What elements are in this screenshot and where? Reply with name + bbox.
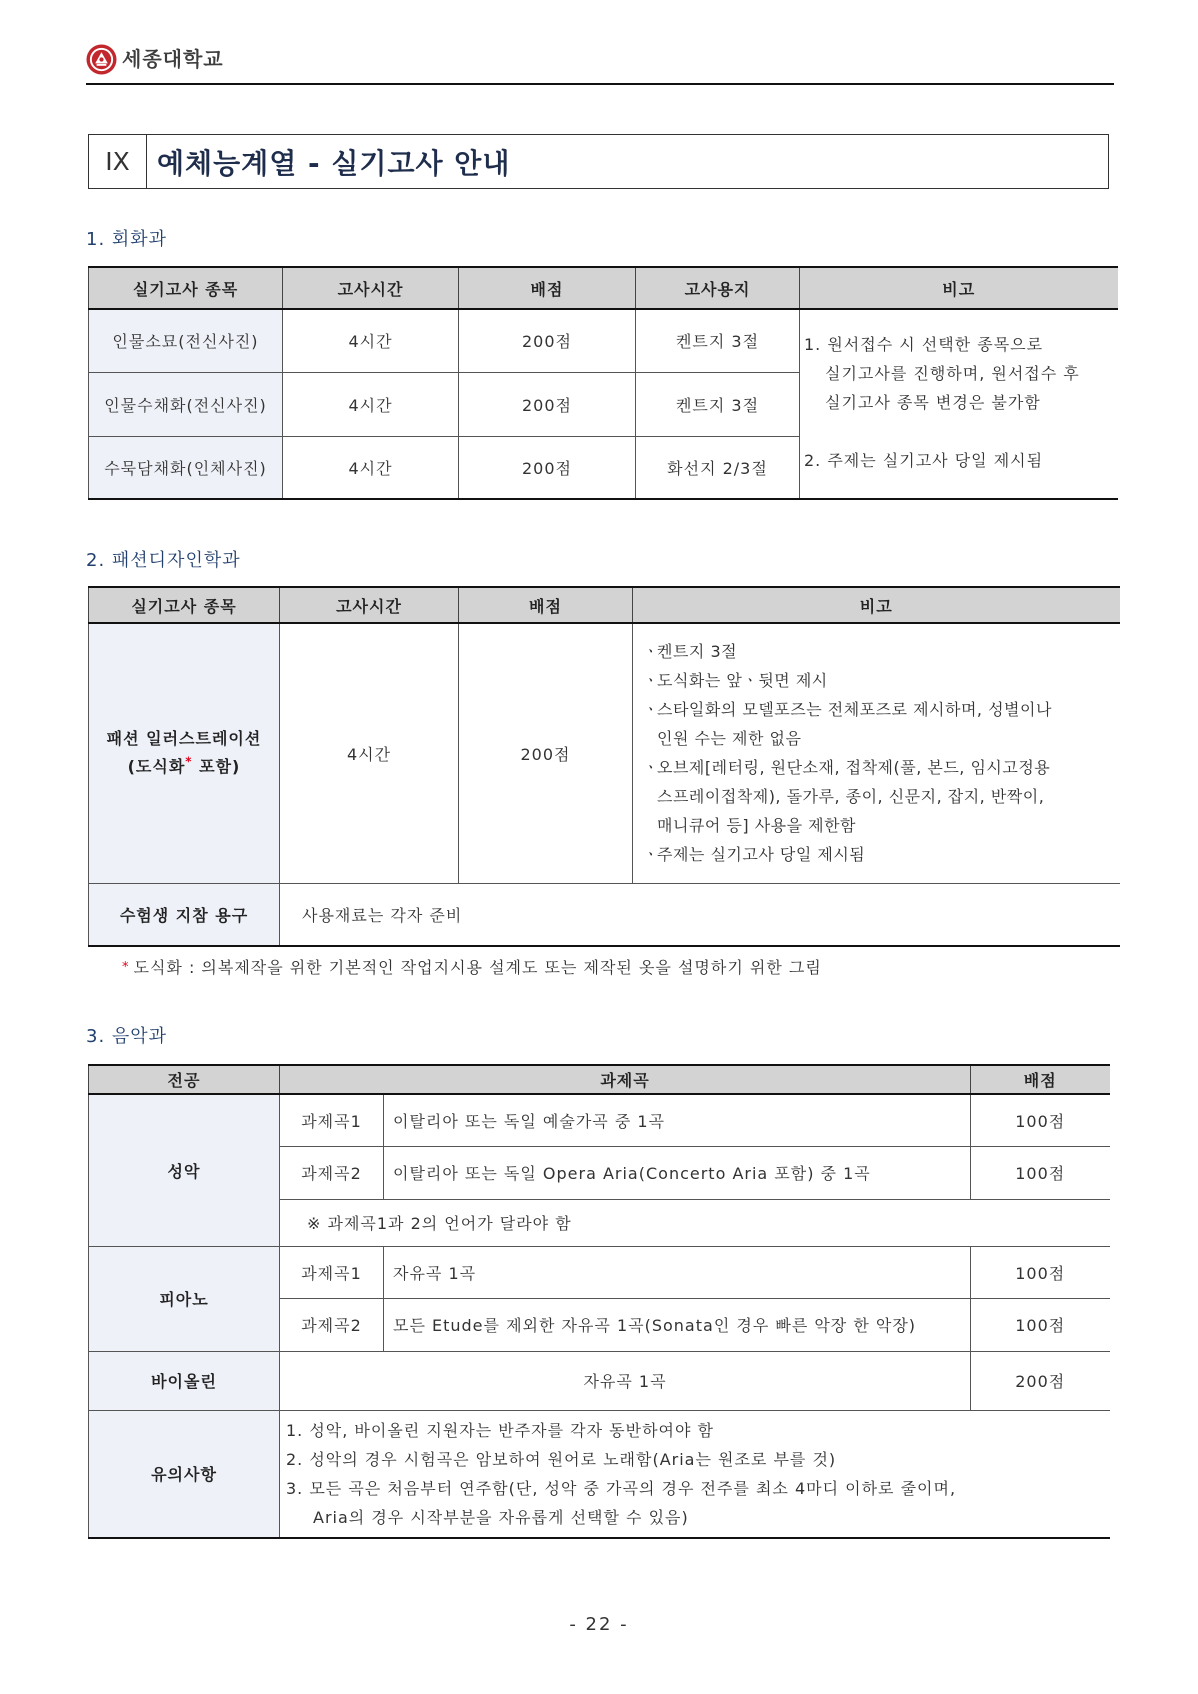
exam-score: 200점 <box>459 436 636 499</box>
bullet-mark: ㆍ <box>643 845 659 865</box>
supplies-label: 수험생 지참 용구 <box>89 883 280 946</box>
table-row <box>89 1246 1110 1298</box>
column-header: 전공 <box>89 1065 280 1094</box>
bullet-mark: ㆍ <box>643 642 659 662</box>
exam-item-line <box>89 753 279 781</box>
exam-paper: 켄트지 3절 <box>636 309 800 372</box>
remark-bullet <box>643 840 1120 869</box>
major-label: 유의사항 <box>89 1410 280 1538</box>
remark-bullet <box>643 637 1120 666</box>
section-number: IX <box>89 135 147 188</box>
table-row <box>89 1351 1110 1410</box>
remark-line: 실기고사 종목 변경은 불가함 <box>825 393 1041 412</box>
remark-line: 도식화는 앞ㆍ뒷면 제시 <box>657 671 828 691</box>
painting-heading: 1. 회화과 <box>86 229 168 250</box>
remarks-cell <box>633 623 1120 883</box>
exam-paper: 화선지 2/3절 <box>636 436 800 499</box>
exam-item: 수묵담채화(인체사진) <box>89 436 283 499</box>
remark-line: 실기고사를 진행하며, 원서접수 후 <box>825 364 1080 383</box>
column-header: 고사용지 <box>636 267 800 309</box>
bullet-mark: ㆍ <box>643 758 659 778</box>
remark-line: 인원 수는 제한 없음 <box>657 729 802 749</box>
exam-item: 인물수채화(전신사진) <box>89 372 283 436</box>
piece-desc: 자유곡 1곡 <box>280 1351 971 1410</box>
notice-line: 2. 성악의 경우 시험곡은 암보하여 원어로 노래함(Aria는 원조로 부를 것) <box>286 1449 837 1469</box>
column-header: 과제곡 <box>280 1065 971 1094</box>
column-header: 고사시간 <box>280 587 459 623</box>
notice-line: 3. 모든 곡은 처음부터 연주함(단, 성악 중 가곡의 경우 전주를 최소 4마디 이하로 줄이며, <box>286 1478 957 1498</box>
exam-item-text: (도식화 <box>127 757 186 777</box>
exam-item-text: 포함) <box>192 757 241 777</box>
remark-bullet <box>643 753 1120 840</box>
remark-line: 스타일화의 모델포즈는 전체포즈로 제시하며, 성별이나 <box>657 700 1052 720</box>
remark-line: 2. 주제는 실기고사 당일 제시됨 <box>804 451 1044 470</box>
piece-name: 과제곡1 <box>280 1094 384 1146</box>
footnote <box>122 957 822 979</box>
bullet-mark: ㆍ <box>643 671 659 691</box>
university-seal-logo <box>86 44 117 75</box>
piece-desc: 이탈리아 또는 독일 Opera Aria(Concerto Aria 포함) 중 1곡 <box>384 1146 971 1199</box>
music-heading: 3. 음악과 <box>86 1026 168 1047</box>
exam-score: 200점 <box>459 372 636 436</box>
exam-item: 인물소묘(전신사진) <box>89 309 283 372</box>
notices-cell <box>280 1410 1110 1538</box>
vocal-note: ※ 과제곡1과 2의 언어가 달라야 함 <box>280 1199 1110 1246</box>
table-header-row <box>89 267 1118 309</box>
fashion-heading: 2. 패션디자인학과 <box>86 550 241 571</box>
remark-line: 주제는 실기고사 당일 제시됨 <box>657 845 866 865</box>
remark-bullet <box>643 695 1120 753</box>
exam-item-line: 패션 일러스트레이션 <box>106 729 262 749</box>
table-row <box>89 623 1120 883</box>
notice-line: 1. 성악, 바이올린 지원자는 반주자를 각자 동반하여야 함 <box>286 1420 714 1440</box>
notice-line: Aria의 경우 시작부분을 자유롭게 선택할 수 있음) <box>313 1507 689 1527</box>
column-header: 실기고사 종목 <box>89 587 280 623</box>
piece-score: 100점 <box>971 1298 1110 1351</box>
table-row <box>89 1094 1110 1146</box>
major-label: 피아노 <box>89 1246 280 1351</box>
table-header-row <box>89 1065 1110 1094</box>
column-header: 배점 <box>459 587 633 623</box>
piece-desc: 자유곡 1곡 <box>384 1246 971 1298</box>
bullet-mark: ㆍ <box>643 700 659 720</box>
section-title: 예체능계열 - 실기고사 안내 <box>157 146 511 180</box>
footnote-asterisk: * <box>122 960 130 975</box>
footnote-text: 도식화 : 의복제작을 위한 기본적인 작업지시용 설계도 또는 제작된 옷을 설명하기 위한 그림 <box>133 958 822 977</box>
piece-desc: 이탈리아 또는 독일 예술가곡 중 1곡 <box>384 1094 971 1146</box>
piece-name: 과제곡2 <box>280 1146 384 1199</box>
major-label: 성악 <box>89 1094 280 1246</box>
remark-bullet <box>643 666 1120 695</box>
exam-time: 4시간 <box>280 623 459 883</box>
exam-score: 200점 <box>459 309 636 372</box>
table-row <box>89 309 1118 372</box>
fashion-exam-table <box>88 586 1120 947</box>
footnote-asterisk: * <box>185 754 193 769</box>
header-rule <box>86 83 1114 85</box>
remark-line: 스프레이접착제), 돌가루, 종이, 신문지, 잡지, 반짝이, <box>657 787 1045 807</box>
table-row <box>89 1410 1110 1538</box>
piece-score: 100점 <box>971 1246 1110 1298</box>
piece-desc: 모든 Etude를 제외한 자유곡 1곡(Sonata인 경우 빠른 악장 한 악장) <box>384 1298 971 1351</box>
exam-item <box>89 623 280 883</box>
table-row <box>89 883 1120 946</box>
column-header: 비고 <box>800 267 1118 309</box>
exam-paper: 켄트지 3절 <box>636 372 800 436</box>
piece-name: 과제곡2 <box>280 1298 384 1351</box>
major-label: 바이올린 <box>89 1351 280 1410</box>
remark-line: 1. 원서접수 시 선택한 종목으로 <box>804 335 1044 354</box>
supplies-text: 사용재료는 각자 준비 <box>280 883 1120 946</box>
piece-name: 과제곡1 <box>280 1246 384 1298</box>
column-header: 비고 <box>633 587 1120 623</box>
table-header-row <box>89 587 1120 623</box>
exam-time: 4시간 <box>283 372 459 436</box>
column-header: 배점 <box>459 267 636 309</box>
remark-line: 오브제[레터링, 원단소재, 접착제(풀, 본드, 임시고정용 <box>657 758 1051 778</box>
remark-line: 켄트지 3절 <box>657 642 738 662</box>
remarks-cell <box>800 309 1118 499</box>
university-name: 세종대학교 <box>122 47 224 71</box>
painting-exam-table <box>88 266 1118 500</box>
music-exam-table <box>88 1064 1110 1539</box>
column-header: 고사시간 <box>283 267 459 309</box>
column-header: 실기고사 종목 <box>89 267 283 309</box>
column-header: 배점 <box>971 1065 1110 1094</box>
exam-time: 4시간 <box>283 309 459 372</box>
exam-time: 4시간 <box>283 436 459 499</box>
exam-score: 200점 <box>459 623 633 883</box>
piece-score: 100점 <box>971 1146 1110 1199</box>
piece-score: 200점 <box>971 1351 1110 1410</box>
piece-score: 100점 <box>971 1094 1110 1146</box>
section-title-box <box>88 134 1109 189</box>
page-number: - 22 - <box>569 1614 629 1635</box>
remark-line: 매니큐어 등] 사용을 제한함 <box>657 816 857 836</box>
